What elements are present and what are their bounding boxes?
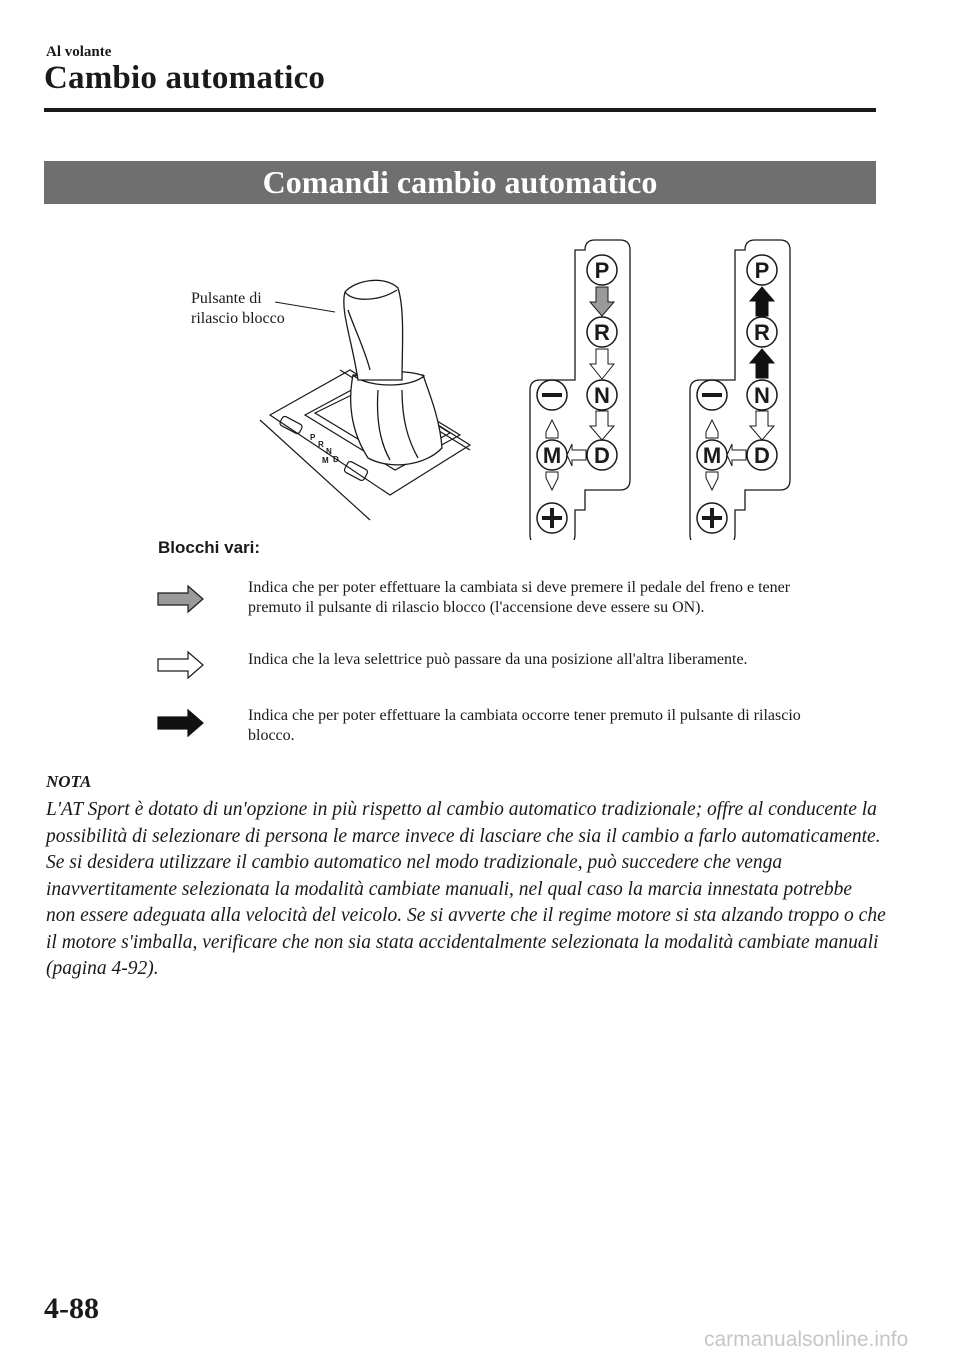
black-arrow-icon bbox=[156, 708, 206, 738]
gate1-p: P bbox=[594, 258, 610, 283]
chapter-title: Cambio automatico bbox=[44, 60, 326, 96]
shifter-illustration bbox=[140, 230, 820, 540]
header-rule bbox=[44, 108, 876, 112]
section-label: Al volante bbox=[46, 44, 112, 60]
gate1-m: M bbox=[542, 443, 562, 468]
black-arrow-icon bbox=[750, 349, 774, 378]
legend-heading: Blocchi vari: bbox=[158, 538, 261, 557]
console-letter-n: N bbox=[326, 447, 332, 456]
gate1-d: D bbox=[594, 443, 610, 468]
gate1-r: R bbox=[594, 320, 610, 345]
shift-lever bbox=[344, 280, 442, 465]
minus-icon bbox=[542, 393, 562, 397]
legend-text-outline: Indica che la leva selettrice può passare da una posizione all'altra liberamente. bbox=[248, 651, 748, 668]
minus-icon bbox=[702, 393, 722, 397]
outline-arrow-icon bbox=[156, 650, 206, 680]
callout-line-2: rilascio blocco bbox=[191, 310, 285, 327]
console-letter-r: R bbox=[318, 440, 324, 449]
legend-text-gray: Indica che per poter effettuare la cambiata si deve premere il pedale del freno e tener premuto il pulsante di rilascio blocco (l'accensione deve essere su ON). bbox=[248, 579, 791, 616]
legend-item-outline bbox=[156, 650, 816, 692]
gate2-p: P bbox=[754, 258, 770, 283]
nota-body: L'AT Sport è dotato di un'opzione in più rispetto al cambio automatico tradizionale; offre al conducente la possibilità di selezionare di persona le marce invece di lasciare che sia il cambio a farlo automaticamente. Se si desidera utilizzare il cambio automatico nel modo tradizionale, può succedere che venga inavvertitamente selezionata la modalità cambiate manuali, nel qual caso la marcia innestata potrebbe non essere adeguata alla velocità del veicolo. Se si avverte che il regime motore si sta alzando troppo o che il motore s'imballa, verificare che non sia stata accidentalmente selezionata la modalità cambiate manuali (pagina 4-92). bbox=[46, 799, 886, 979]
console-letter-m: M bbox=[322, 456, 329, 465]
gate-diagram-2 bbox=[690, 240, 790, 540]
console-letter-p: P bbox=[310, 433, 316, 442]
page-number: 4-88 bbox=[44, 1292, 99, 1325]
console-letter-d: D bbox=[333, 455, 339, 464]
gate-diagram-1 bbox=[530, 240, 630, 540]
callout-line-1: Pulsante di bbox=[191, 290, 262, 307]
legend-item-black bbox=[156, 706, 816, 748]
gray-arrow-icon bbox=[590, 287, 614, 316]
watermark: carmanualsonline.info bbox=[704, 1328, 909, 1351]
black-arrow-icon bbox=[750, 287, 774, 316]
gray-arrow-icon bbox=[156, 584, 206, 614]
nota-label: NOTA bbox=[46, 772, 92, 791]
console-indicator bbox=[310, 433, 339, 465]
legend-item-gray bbox=[156, 578, 816, 638]
section-banner: Comandi cambio automatico bbox=[44, 161, 876, 204]
release-button-callout bbox=[191, 289, 285, 329]
gate2-d: D bbox=[754, 443, 770, 468]
legend-text-black: Indica che per poter effettuare la cambiata occorre tener premuto il pulsante di rilascio blocco. bbox=[248, 707, 801, 744]
gate2-m: M bbox=[702, 443, 722, 468]
gate2-n: N bbox=[754, 383, 770, 408]
gate1-n: N bbox=[594, 383, 610, 408]
gate2-r: R bbox=[754, 320, 770, 345]
